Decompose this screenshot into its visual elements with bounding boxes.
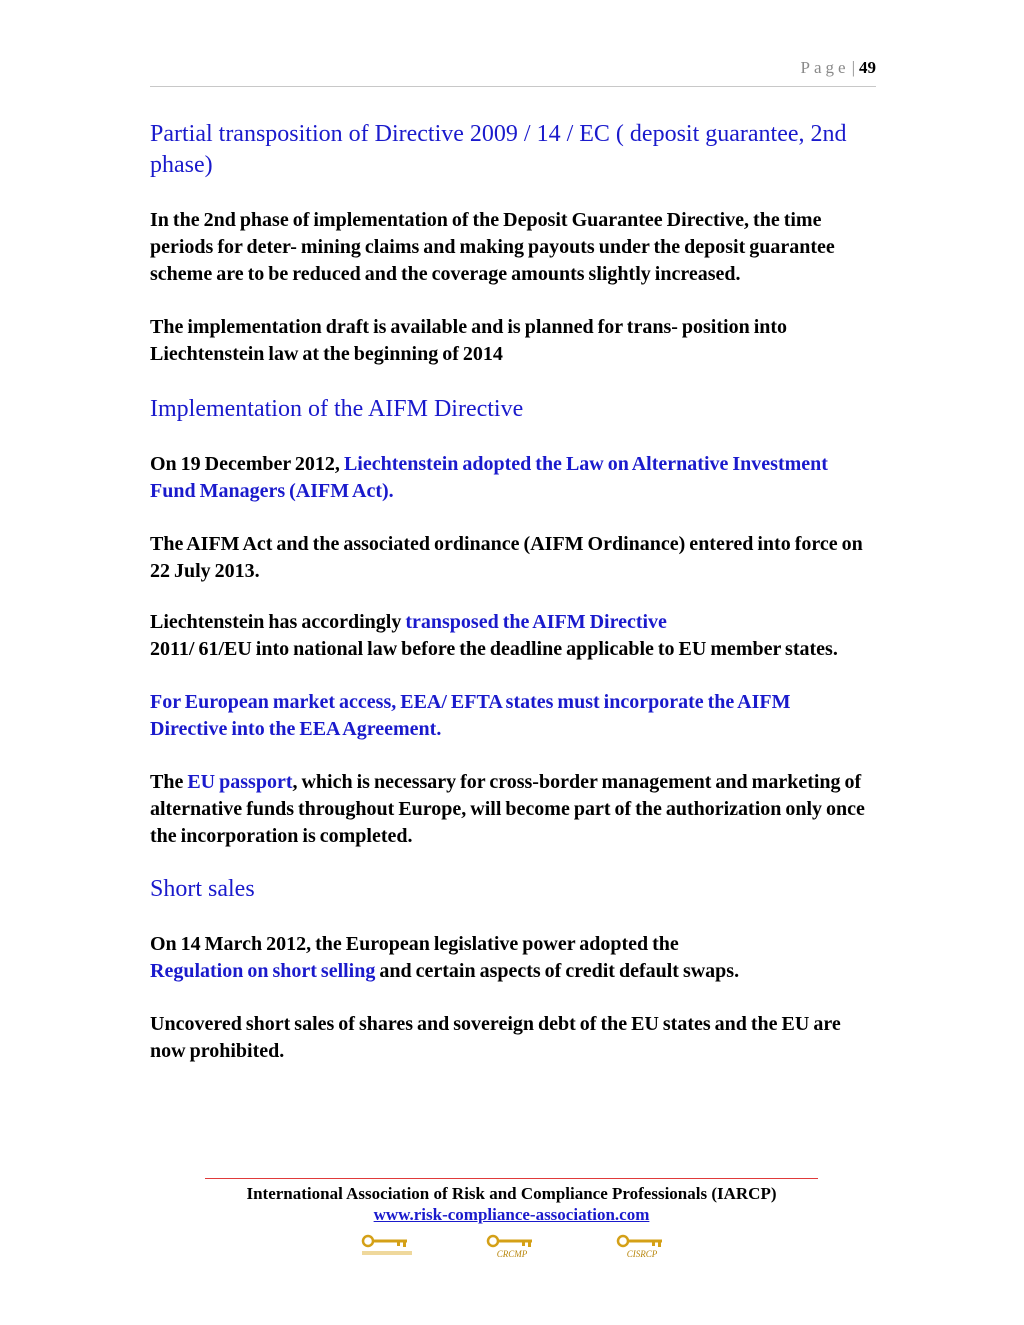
text-run: Liechtenstein has accordingly: [150, 611, 406, 633]
key-icon: [360, 1234, 414, 1260]
page-label: Page: [800, 58, 850, 77]
paragraph: The AIFM Act and the associated ordinance (AIFM Ordinance) entered into force on 22 July 2013.: [150, 533, 863, 582]
iarcp-member-logo: [360, 1234, 414, 1260]
paragraph: In the 2nd phase of implementation of the Deposit Guarantee Directive, the time periods for deter- mining claims and making payouts under the deposit guarantee scheme are to be reduced and the coverage amounts slightly increased.: [150, 209, 835, 285]
page-separator: |: [851, 58, 855, 77]
text-run: On 19 December 2012,: [150, 453, 344, 475]
section-heading-short-sales: Short sales: [150, 876, 255, 902]
text-run: and certain aspects of credit default swaps.: [375, 960, 740, 982]
section-heading-aifm: Implementation of the AIFM Directive: [150, 396, 524, 422]
cisrcp-logo: [615, 1234, 669, 1260]
crcmp-logo: [485, 1234, 539, 1260]
footer-website-link[interactable]: www.risk-compliance-association.com: [373, 1205, 650, 1224]
highlighted-text: Regulation on short selling: [150, 960, 376, 982]
paragraph: Uncovered short sales of shares and sovereign debt of the EU states and the EU are now prohibited.: [150, 1013, 841, 1062]
highlighted-text: EU passport: [187, 771, 293, 793]
logo-label: CRCMP: [496, 1249, 528, 1259]
page-footer: [205, 1178, 818, 1225]
paragraph: [150, 931, 866, 985]
key-icon: [615, 1234, 669, 1250]
paragraph: The implementation draft is available and is planned for trans- position into Liechtenstein law at the beginning of 2014: [150, 316, 788, 365]
text-run: The: [150, 771, 188, 793]
page-header: [150, 58, 876, 87]
page-body: [150, 119, 866, 1091]
highlighted-text: transposed the AIFM Directive: [405, 611, 667, 633]
paragraph: [150, 769, 866, 850]
highlighted-paragraph: For European market access, EEA/ EFTA states must incorporate the AIFM Directive into the EEA Agreement.: [150, 691, 791, 740]
paragraph: [150, 609, 866, 663]
key-icon: [485, 1234, 539, 1250]
text-run: On 14 March 2012, the European legislative power adopted the: [150, 933, 679, 955]
paragraph: [150, 451, 866, 505]
footer-logos: [360, 1234, 680, 1264]
text-run: , which is necessary for cross-border management and marketing of alternative funds throughout Europe, will become part of the authorization only once the incorporation is completed.: [150, 771, 865, 847]
footer-organization: International Association of Risk and Compliance Professionals (IARCP): [246, 1184, 777, 1203]
page-number: 49: [859, 58, 876, 77]
section-heading-deposit-guarantee: Partial transposition of Directive 2009 / 14 / EC ( deposit guarantee, 2nd phase): [150, 121, 847, 178]
highlighted-text: Liechtenstein adopted the Law on Alternative Investment Fund Managers (AIFM Act).: [150, 453, 828, 502]
logo-label: CISRCP: [626, 1249, 658, 1259]
text-run: 2011/ 61/EU into national law before the deadline applicable to EU member states.: [150, 638, 838, 660]
